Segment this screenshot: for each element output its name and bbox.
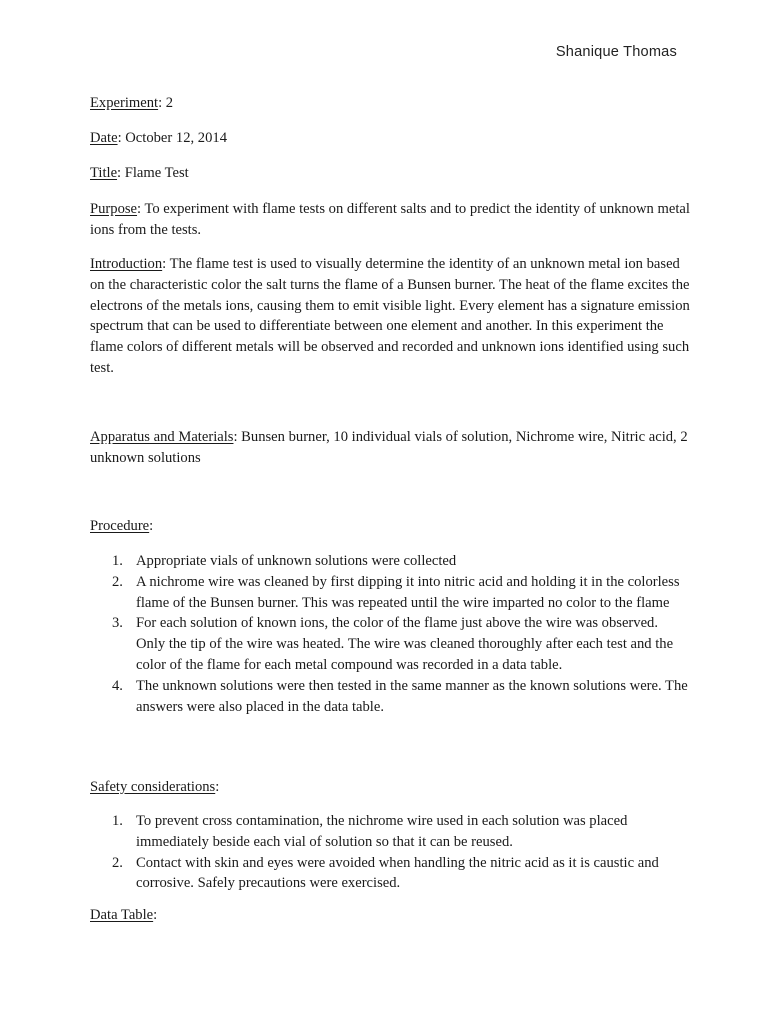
list-number: 3. — [112, 615, 123, 632]
safety-heading — [90, 777, 690, 798]
list-item — [90, 551, 690, 572]
procedure-label: Procedure — [90, 518, 150, 534]
procedure-list — [90, 551, 690, 717]
title-label: Title — [90, 165, 118, 181]
list-number: 1. — [112, 813, 123, 829]
list-number: 2. — [112, 854, 123, 871]
purpose-text: : To experiment with flame tests on different salts and to predict the identity of unknown metal ions from the tests. — [90, 201, 690, 238]
list-item — [90, 853, 690, 895]
list-item — [90, 572, 690, 614]
author-name: Shanique Thomas — [555, 44, 677, 60]
experiment-line — [90, 93, 690, 114]
apparatus-label: Apparatus and Materials — [90, 429, 234, 445]
list-number: 2. — [112, 573, 123, 590]
safety-colon: : — [215, 779, 220, 795]
purpose-paragraph — [90, 199, 690, 241]
list-item-text: Contact with skin and eyes were avoided when handling the nitric acid as it is caustic and corrosive. Safely precautions were exercised. — [136, 854, 659, 892]
date-value: : October 12, 2014 — [117, 130, 227, 146]
list-item-text: To prevent cross contamination, the nichrome wire used in each solution was placed immediately beside each vial of solution so that it can be reused. — [136, 813, 628, 850]
list-item — [90, 613, 690, 675]
purpose-label: Purpose — [90, 201, 138, 217]
apparatus-paragraph — [90, 427, 690, 469]
title-line — [90, 163, 690, 184]
date-line — [90, 128, 690, 149]
safety-list — [90, 811, 690, 894]
list-item-text: A nichrome wire was cleaned by first dipping it into nitric acid and holding it in the colorless flame of the Bunsen burner. This was repeated until the wire imparted no color to the flame — [136, 573, 680, 611]
list-number: 4. — [112, 677, 123, 694]
list-number: 1. — [112, 553, 123, 569]
introduction-paragraph — [90, 254, 690, 379]
apparatus-text: : Bunsen burner, 10 individual vials of solution, Nichrome wire, Nitric acid, 2 unknown solutions — [90, 429, 688, 466]
title-value: : Flame Test — [117, 165, 189, 181]
list-item-text: For each solution of known ions, the color of the flame just above the wire was observed. Only the tip of the wire was heated. The wire was cleaned thoroughly after each test and the color of the flame for each metal compound was recorded in a data table. — [136, 615, 674, 673]
date-label: Date — [90, 130, 118, 146]
data-table-label: Data Table — [90, 907, 154, 923]
list-item-text: The unknown solutions were then tested in the same manner as the known solutions were. The answers were also placed in the data table. — [136, 677, 688, 715]
data-table-heading — [90, 905, 690, 926]
experiment-label: Experiment — [90, 95, 159, 111]
introduction-text: : The flame test is used to visually determine the identity of an unknown metal ion based on the characteristic color the salt turns the flame of a Bunsen burner. The heat of the flame excites the electrons of the metals ions, causing them to emit visible light. Every element has a signature emission spectrum that can be used to differentiate between one element and another. In this experiment the flame colors of different metals will be observed and recorded and unknown ions identified using such test. — [90, 256, 690, 376]
list-item — [90, 811, 690, 853]
procedure-colon: : — [149, 518, 154, 534]
data-table-colon: : — [153, 907, 158, 923]
introduction-label: Introduction — [90, 256, 163, 272]
list-item — [90, 676, 690, 718]
safety-label: Safety considerations — [90, 779, 216, 795]
procedure-heading — [90, 516, 690, 537]
experiment-value: : 2 — [158, 95, 174, 111]
list-item-text: Appropriate vials of unknown solutions were collected — [136, 553, 457, 569]
